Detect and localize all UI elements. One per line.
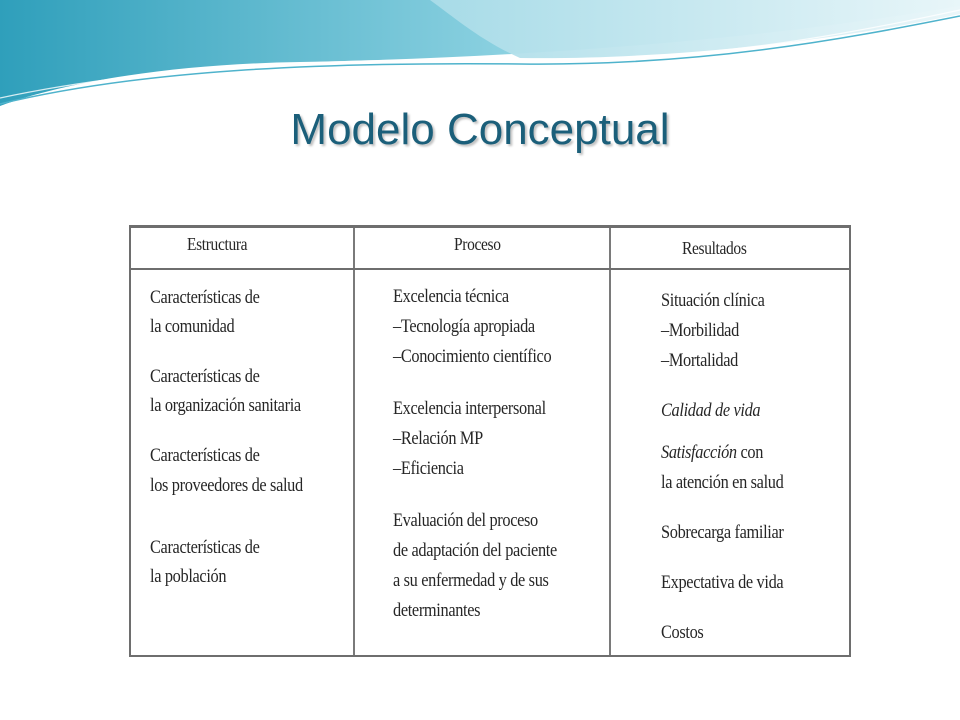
header-rule bbox=[131, 268, 849, 270]
conceptual-model-table bbox=[129, 225, 851, 657]
satisfaccion-rest: con bbox=[736, 442, 764, 463]
proceso-line: –Tecnología apropiada bbox=[393, 316, 535, 337]
estructura-line: Características de bbox=[150, 537, 260, 558]
resultados-line: –Morbilidad bbox=[661, 320, 739, 341]
proceso-line: de adaptación del paciente bbox=[393, 540, 557, 561]
header-resultados: Resultados bbox=[682, 238, 747, 258]
resultados-line: la atención en salud bbox=[661, 472, 784, 493]
header-proceso: Proceso bbox=[454, 234, 501, 254]
proceso-line: Excelencia técnica bbox=[393, 286, 509, 307]
column-divider bbox=[609, 228, 611, 655]
resultados-line: Sobrecarga familiar bbox=[661, 522, 784, 543]
estructura-line: los proveedores de salud bbox=[150, 475, 303, 496]
proceso-line: determinantes bbox=[393, 600, 481, 621]
slide-title: Modelo Conceptual bbox=[290, 105, 670, 154]
header-wave-decoration bbox=[0, 0, 960, 120]
header-estructura: Estructura bbox=[187, 234, 248, 254]
estructura-line: Características de bbox=[150, 445, 260, 466]
proceso-line: Evaluación del proceso bbox=[393, 510, 538, 531]
column-divider bbox=[353, 228, 355, 655]
resultados-line bbox=[661, 438, 763, 467]
satisfaccion-italic: Satisfacción bbox=[661, 442, 737, 463]
estructura-line: la comunidad bbox=[150, 316, 235, 337]
estructura-line: la población bbox=[150, 566, 227, 587]
proceso-line: –Conocimiento científico bbox=[393, 346, 552, 367]
estructura-line: la organización sanitaria bbox=[150, 395, 301, 416]
estructura-line: Características de bbox=[150, 366, 260, 387]
resultados-line: Calidad de vida bbox=[661, 400, 761, 421]
estructura-line: Características de bbox=[150, 287, 260, 308]
resultados-line: Costos bbox=[661, 622, 704, 643]
resultados-line: Situación clínica bbox=[661, 290, 765, 311]
resultados-line: –Mortalidad bbox=[661, 350, 738, 371]
proceso-line: a su enfermedad y de sus bbox=[393, 570, 549, 591]
proceso-line: –Relación MP bbox=[393, 428, 483, 449]
proceso-line: –Eficiencia bbox=[393, 458, 464, 479]
proceso-line: Excelencia interpersonal bbox=[393, 398, 546, 419]
resultados-line: Expectativa de vida bbox=[661, 572, 784, 593]
